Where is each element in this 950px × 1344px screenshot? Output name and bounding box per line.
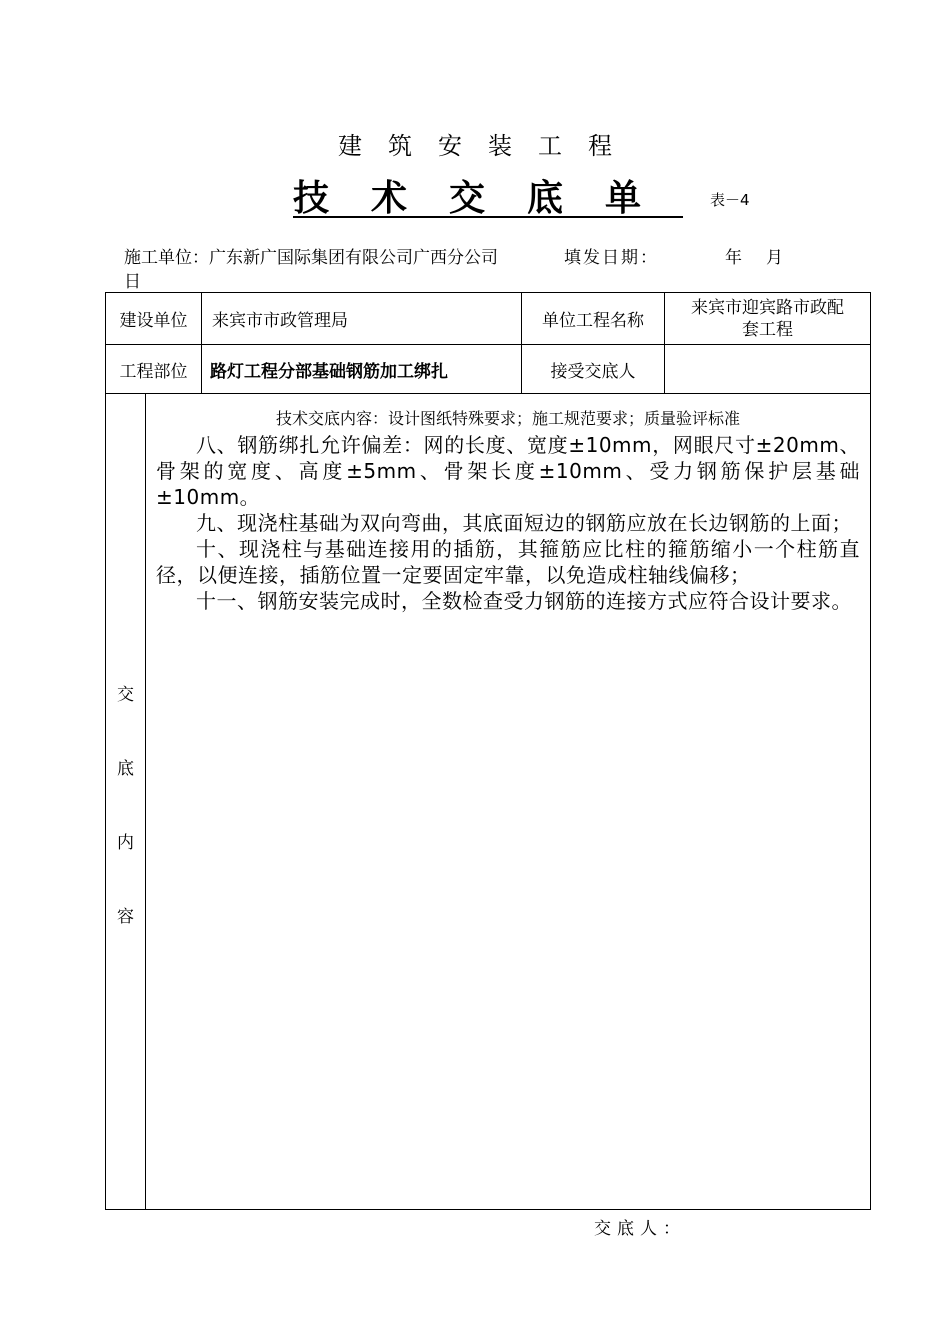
content-paragraph: 十一、钢筋安装完成时，全数检查受力钢筋的连接方式应符合设计要求。 — [196, 589, 852, 613]
owner-value: 来宾市市政管理局 — [202, 293, 522, 345]
title-wrap — [293, 170, 683, 221]
owner-label: 建设单位 — [106, 293, 202, 345]
side-char-4: 容 — [117, 907, 134, 927]
side-char-2: 底 — [117, 759, 134, 779]
row-part — [106, 345, 871, 394]
document-title: 技术交底单 — [293, 177, 684, 219]
construction-unit-label: 施工单位： — [124, 248, 209, 268]
project-name-label: 单位工程名称 — [522, 293, 665, 345]
side-char-3: 内 — [117, 833, 134, 853]
part-label: 工程部位 — [106, 345, 202, 394]
content-paragraph: 九、现浇柱基础为双向弯曲，其底面短边的钢筋应放在长边钢筋的上面； — [196, 511, 852, 535]
content-paragraph: 十、现浇柱与基础连接用的插筋，其箍筋应比柱的箍筋缩小一个柱筋直径，以便连接，插筋位置一定要固定牢靠，以免造成柱轴线偏移； — [156, 537, 860, 587]
month-label: 月 — [766, 248, 783, 268]
part-value: 路灯工程分部基础钢筋加工绑扎 — [202, 345, 522, 394]
day-label: 日 — [124, 272, 141, 292]
content-body — [146, 394, 871, 1210]
content-paragraph: 八、钢筋绑扎允许偏差：网的长度、宽度±10mm，网眼尺寸±20mm、骨架的宽度、高度±5mm、骨架长度±10mm、受力钢筋保护层基础±10mm。 — [156, 433, 860, 509]
receiver-value[interactable] — [665, 345, 871, 394]
side-char-1: 交 — [117, 685, 134, 705]
signer-label: 交底人： — [594, 1219, 686, 1239]
content-side-label — [106, 394, 146, 1210]
content-heading: 技术交底内容：设计图纸特殊要求；施工规范要求；质量验评标准 — [275, 409, 740, 428]
row-owner — [106, 293, 871, 345]
handover-form-table — [105, 292, 871, 1210]
meta-line — [124, 243, 783, 268]
receiver-label: 接受交底人 — [522, 345, 665, 394]
construction-unit-value: 广东新广国际集团有限公司广西分公司 — [209, 248, 498, 268]
fill-date-label: 填发日期： — [564, 248, 659, 268]
form-number: 表－4 — [710, 191, 750, 209]
row-content — [106, 394, 871, 1210]
year-label: 年 — [725, 248, 742, 268]
project-name-value: 来宾市迎宾路市政配套工程 — [665, 293, 871, 345]
document-supertitle: 建筑安装工程 — [338, 132, 638, 160]
